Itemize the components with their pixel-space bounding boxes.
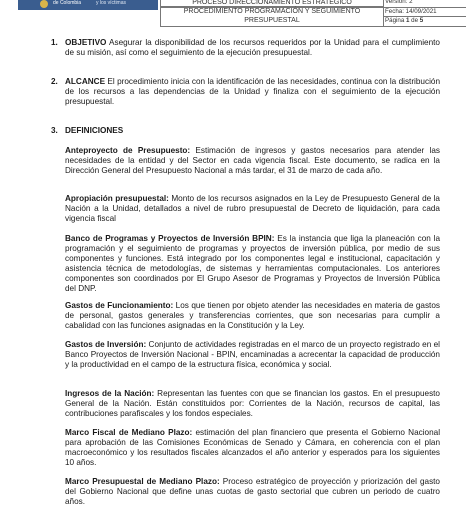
version-label: Versión: 2 [385,0,413,5]
definition-text: Representan las fuentes con que se financian los gastos. En el presupuesto General de la Nación. Están constituidos por: Corrientes de la Nación, recursos de capital, las contribuciones parafiscales y los fondos especiales. [65,389,440,418]
section-alcance [65,77,440,107]
definition-term: Gastos de Inversión: [65,340,147,349]
document-header [0,0,466,26]
logo-text-2: y los víctimas [96,0,127,6]
section-number: 2. [51,77,58,86]
procedure-title: PROCEDIMIENTO PROGRAMACIÓN Y SEGUIMIENTO PRESUPUESTAL [183,8,361,24]
definition-text: Los que tienen por objeto atender las necesidades en materia de gastos de personal, gastos generales y transferencias corrientes, que son necesarias para cumplir a cabalidad con las funciones asignadas en la Constitución y la Ley. [65,301,440,330]
section-title: OBJETIVO [65,38,107,47]
header-bottom-border [160,26,466,27]
section-title: ALCANCE [65,77,106,86]
section-text: Asegurar la disponibilidad de los recursos requeridos por la Unidad para el cumplimiento de su misión, así como el seguimiento de la ejecución presupuestal. [65,38,440,57]
definition-text: Es la instancia que liga la planeación con la programación y el seguimiento de programas y proyectos de inversión pública, por medio de sus componentes y funciones. Está integrado por los componentes legal e institucional, capacitación y asistencia técnica de metodologías, de sistemas y herramientas computacionales. Los anteriores componentes son coordinados por El Grupo Asesor de Programas y Proyectos de Inversión Pública del DNP. [65,234,440,293]
definition-text: Conjunto de actividades registradas en el marco de un proyecto registrado en el Banco Proyectos de Inversión Nacional - BPIN, encaminadas a acrecentar la capacidad de producción y la productividad en el campo de la estructura física, económica y social. [65,340,440,369]
definition-item [65,340,440,370]
definition-text: Monto de los recursos asignados en la Ley de Presupuesto General de la Nación a la Unidad, detallados a nivel de rubro presupuestal de Decreto de liquidación, para cada vigencia fiscal [65,194,440,223]
definition-item [65,146,440,176]
section-number: 1. [51,38,58,47]
header-divider [160,7,466,8]
definition-text: Estimación de ingresos y gastos necesarios para atender las necesidades de la entidad y del Sector en cada vigencia fiscal. Este documento, se radica en la Dirección General del Presupuesto Nacional a más tardar, el 31 de marzo de cada año. [65,146,440,175]
header-title-cell [160,0,384,26]
definition-item [65,234,440,294]
definition-item [65,389,440,419]
definition-item [65,477,440,507]
definition-term: Ingresos de la Nación: [65,389,155,398]
process-line: PROCESO DIRECCIONAMIENTO ESTRATÉGICO [161,0,383,7]
section-text: El procedimiento inicia con la identificación de las necesidades, continua con la distribución de los recursos a las dependencias de la Unidad y finaliza con el seguimiento de la ejecución presupuestal. [65,77,440,106]
definition-term: Banco de Programas y Proyectos de Inversión BPIN: [65,234,275,243]
definition-item [65,428,440,468]
section-definiciones [65,126,440,136]
page-label: Página 1 de 5 [385,17,424,24]
definition-term: Gastos de Funcionamiento: [65,301,174,310]
definition-term: Marco Fiscal de Mediano Plazo: [65,428,193,437]
definition-item [65,301,440,331]
institution-logo [18,0,158,10]
section-objetivo [65,38,440,58]
date-label: Fecha: 14/09/2021 [385,8,437,15]
header-meta-cell [383,0,466,26]
definition-term: Anteproyecto de Presupuesto: [65,146,191,155]
section-title: DEFINICIONES [65,126,124,135]
definition-term: Apropiación presupuestal: [65,194,169,203]
section-number: 3. [51,126,58,135]
coat-of-arms-icon [40,0,48,8]
definition-text: estimación del plan financiero que presenta el Gobierno Nacional para aprobación de las Comisiones Económicas de Senado y Cámara, en coherencia con el plan macroeconómico y los resultados fiscales alcanzados el año anterior y esperados para los siguientes 10 años. [65,428,441,467]
definition-text: Proceso estratégico de proyección y priorización del gasto del Gobierno Nacional que define unas cuotas de gasto sectorial que cubren un periodo de cuatro años. [65,477,440,506]
definition-term: Marco Presupuestal de Mediano Plazo: [65,477,220,486]
logo-text-1: de Colombia [53,0,82,6]
header-divider [383,16,466,17]
definition-item [65,194,440,224]
